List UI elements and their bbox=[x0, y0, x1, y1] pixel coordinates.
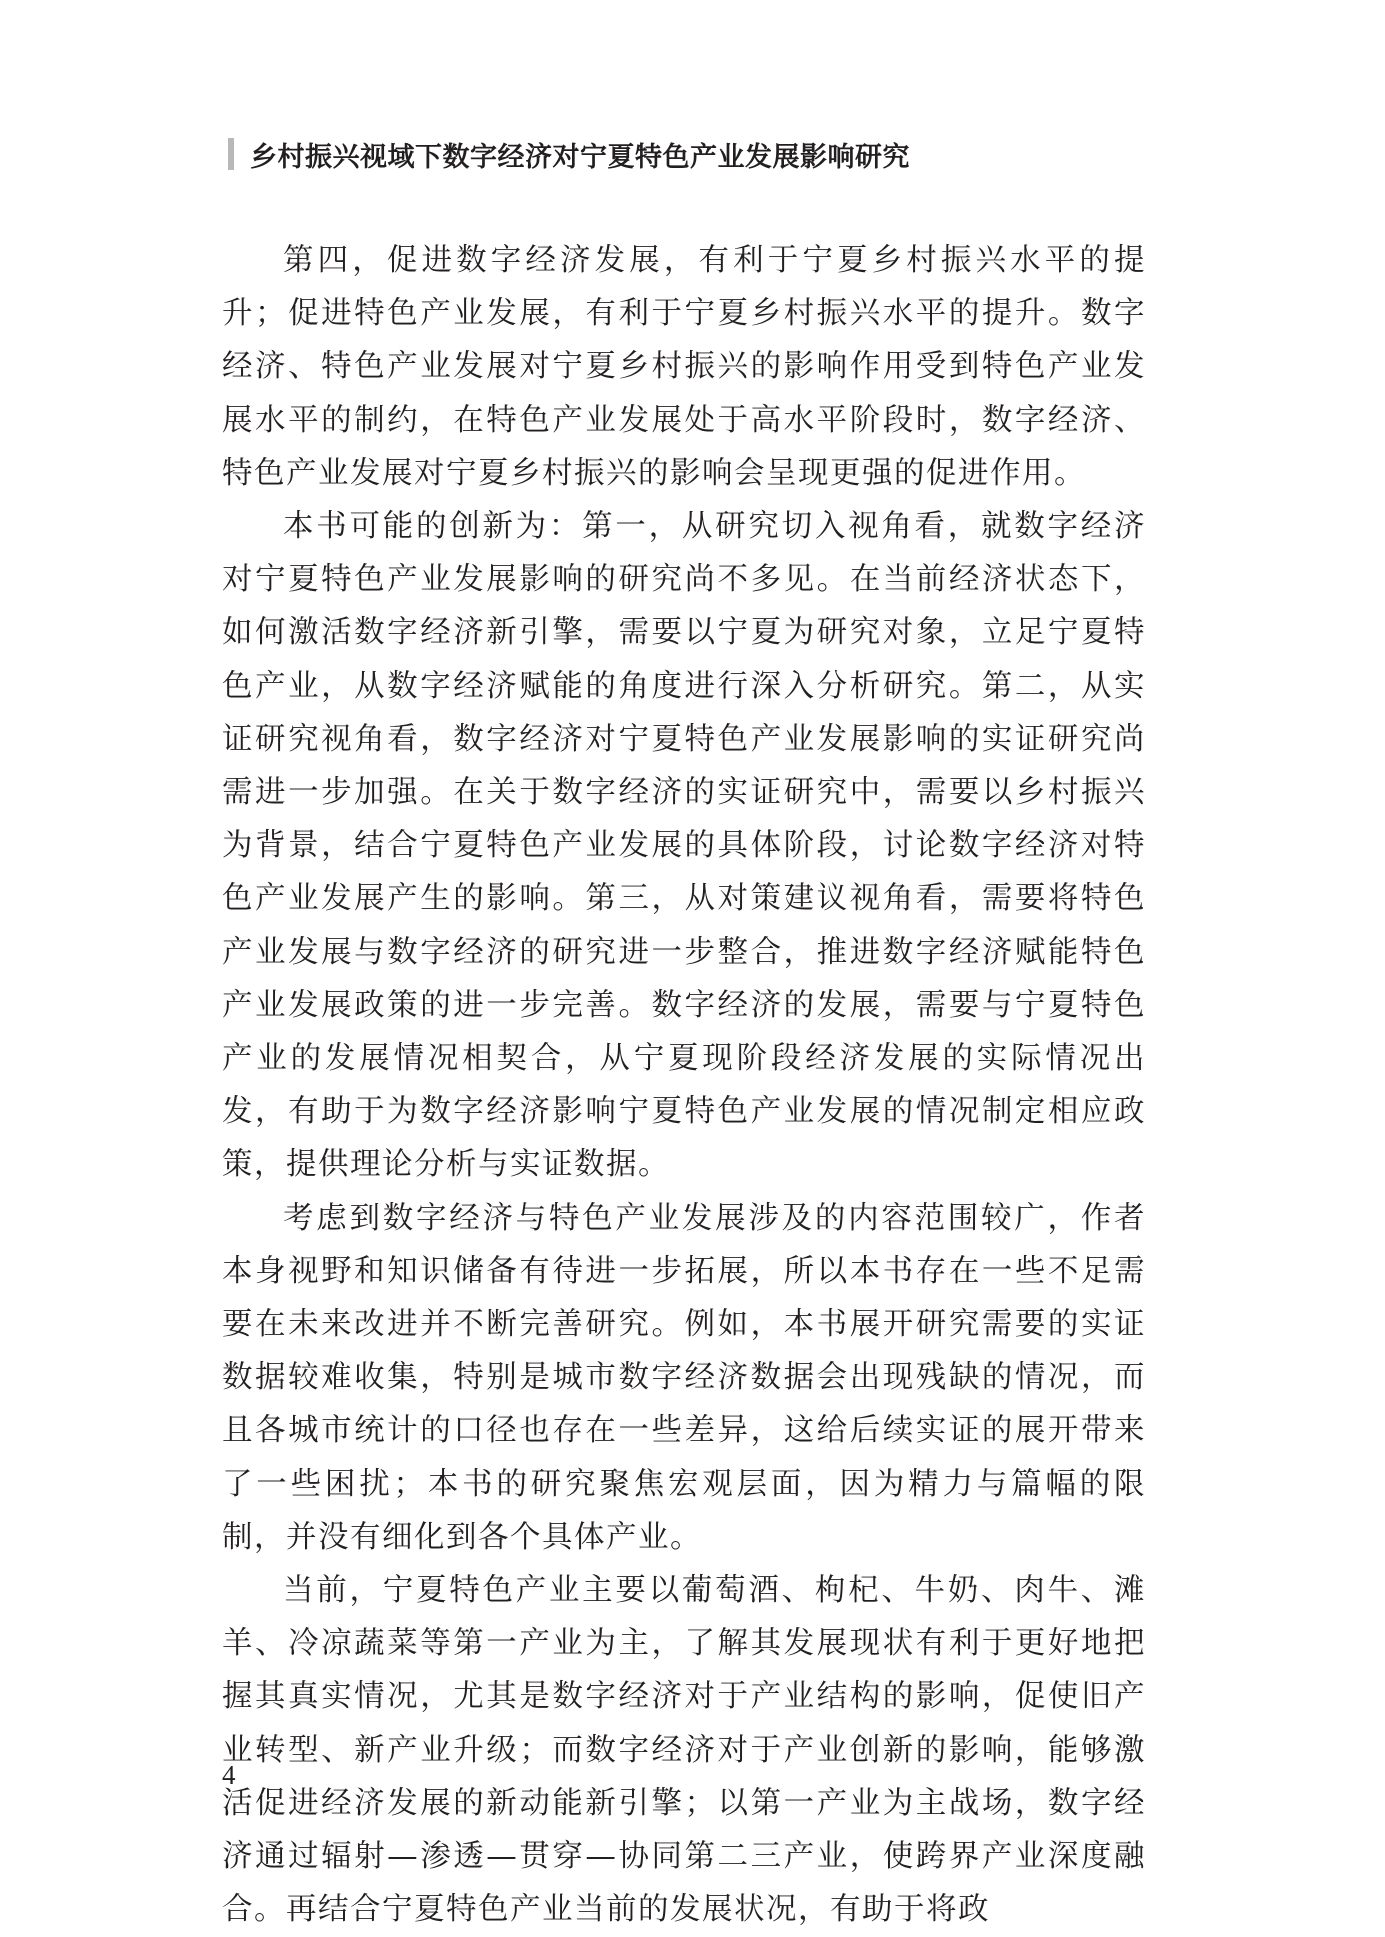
page-number: 4 bbox=[222, 1760, 236, 1790]
header-bar-decoration bbox=[228, 138, 234, 170]
paragraph: 考虑到数字经济与特色产业发展涉及的内容范围较广，作者本身视野和知识储备有待进一步拓展，所以本书存在一些不足需要在未来改进并不断完善研究。例如，本书展开研究需要的实证数据较难收集，特别是城市数字经济数据会出现残缺的情况，而且各城市统计的口径也存在一些差异，这给后续实证的展开带来了一些困扰；本书的研究聚焦宏观层面，因为精力与篇幅的限制，并没有细化到各个具体产业。 bbox=[222, 1200, 1146, 1555]
paragraph: 当前，宁夏特色产业主要以葡萄酒、枸杞、牛奶、肉牛、滩羊、冷凉蔬菜等第一产业为主，了解其发展现状有利于更好地把握其真实情况，尤其是数字经济对于产业结构的影响，促使旧产业转型、新产业升级；而数字经济对于产业创新的影响，能够激活促进经济发展的新动能新引擎；以第一产业为主战场，数字经济通过辐射—渗透—贯穿—协同第二三产业，使跨界产业深度融合。再结合宁夏特色产业当前的发展状况，有助于将政 bbox=[222, 1573, 1146, 1928]
running-header-title: 乡村振兴视域下数字经济对宁夏特色产业发展影响研究 bbox=[250, 141, 910, 173]
running-header bbox=[228, 134, 910, 174]
paragraph: 本书可能的创新为：第一，从研究切入视角看，就数字经济对宁夏特色产业发展影响的研究尚不多见。在当前经济状态下，如何激活数字经济新引擎，需要以宁夏为研究对象，立足宁夏特色产业，从数字经济赋能的角度进行深入分析研究。第二，从实证研究视角看，数字经济对宁夏特色产业发展影响的实证研究尚需进一步加强。在关于数字经济的实证研究中，需要以乡村振兴为背景，结合宁夏特色产业发展的具体阶段，讨论数字经济对特色产业发展产生的影响。第三，从对策建议视角看，需要将特色产业发展与数字经济的研究进一步整合，推进数字经济赋能特色产业发展政策的进一步完善。数字经济的发展，需要与宁夏特色产业的发展情况相契合，从宁夏现阶段经济发展的实际情况出发，有助于为数字经济影响宁夏特色产业发展的情况制定相应政策，提供理论分析与实证数据。 bbox=[222, 509, 1146, 1183]
paragraph: 第四，促进数字经济发展，有利于宁夏乡村振兴水平的提升；促进特色产业发展，有利于宁夏乡村振兴水平的提升。数字经济、特色产业发展对宁夏乡村振兴的影响作用受到特色产业发展水平的制约，在特色产业发展处于高水平阶段时，数字经济、特色产业发展对宁夏乡村振兴的影响会呈现更强的促进作用。 bbox=[222, 243, 1146, 491]
body-text bbox=[222, 234, 1146, 1937]
